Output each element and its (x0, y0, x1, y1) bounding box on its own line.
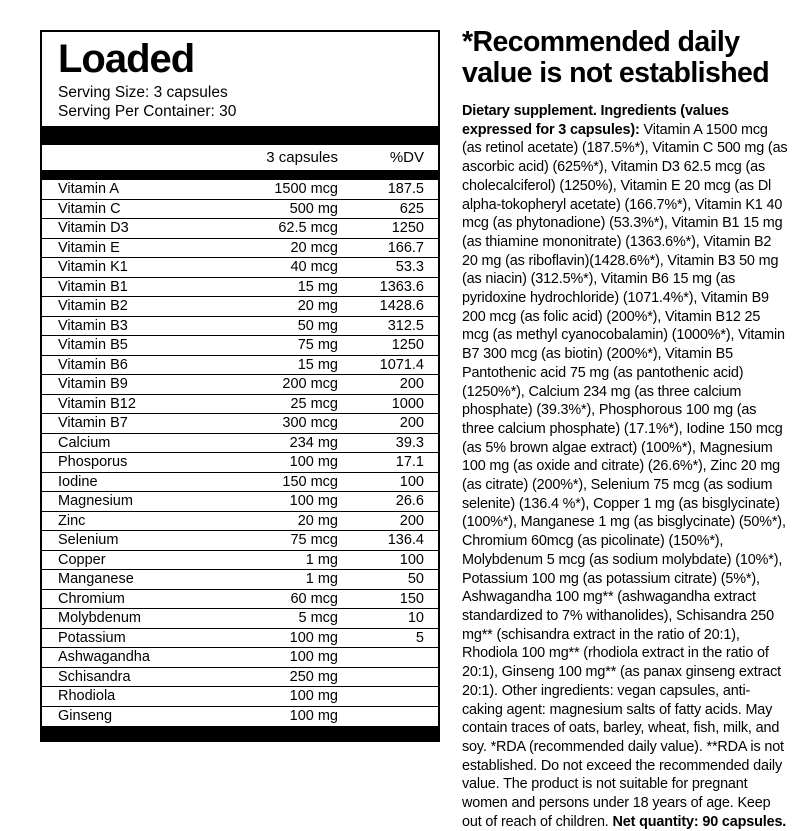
ingredient-name: Copper (58, 551, 106, 568)
ingredient-dv: 150 (399, 590, 424, 607)
ingredient-amount: 20 mg (297, 512, 338, 529)
net-quantity: Net quantity: 90 capsules. (612, 813, 787, 830)
ingredient-amount: 100 mg (289, 649, 338, 666)
table-row (42, 395, 438, 415)
ingredient-dv: 1363.6 (379, 278, 424, 295)
ingredient-dv: 1000 (391, 395, 424, 412)
divider-bar-thin (42, 170, 438, 180)
supplement-facts-panel (40, 30, 440, 742)
ingredient-name: Vitamin E (58, 239, 120, 256)
table-row (42, 239, 438, 259)
table-row (42, 219, 438, 239)
ingredients-body: Vitamin A 1500 mcg (as retinol acetate) (187.5%*), Vitamin C 500 mg (as ascorbic acid) (625%*), Vitamin D3 62.5 mcg (as cholecalciferol) (1250%), Vitamin E 20 mcg (as Dl alpha-tokopheryl acetate) (166.7%*), Vitamin K1 40 mcg (as phytonadione) (53.3%*), Vitamin B1 15 mg (as thiamine mononitrate) (1363.6%*), Vitamin B2 20 mg (as riboflavin)(1428.6%*), Vitamin B3 50 mg (as niacin) (312.5%*), Vitamin B6 15 mg (as pyridoxine hydrochloride) (1071.4%*), Vitamin B9 200 mcg (as folic acid) (200%*), Vitamin B12 25 mcg (as methyl cyanocobalamin) (1000%*), Vitamin B7 300 mcg (as biotin) (200%*), Vitamin B5 Pantothenic acid 75 mg (as pantothenic acid) (1250%*), Calcium 234 mg (as three calcium phosphate) (39.3%*), Phosphorous 100 mg (as three calcium phosphate) (17.1%*), Iodine 150 mcg (as 5% brown algae extract) (100%*), Magnesium 100 mg (as oxide and citrate) (26.6%*), Zinc 20 mg (as citrate) (200%*), Selenium 75 mcg (as sodium selenite) (136.4 %*), Copper 1 mg (as bisglycinate) (100%*), Manganese 1 mg (as bisglycinate) (50%*), Chromium 60mcg (as picolinate) (150%*), Molybdenum 5 mcg (as sodium molybdate) (10%*), Potassium 100 mg (as potassium citrate) (5%*), Ashwagandha 100 mg** (ashwagandha extract standardized to 7% withanolides), Schisandra 250 mg** (schisandra extract in the ratio of 20:1), Rhodiola 100 mg** (rhodiola extract in the ratio of 20:1), Ginseng 100 mg** (as panax ginseng extract 20:1). Other ingredients: vegan capsules, anti-caking agent: magnesium salts of fatty acids. May contain traces of oats, barley, wheat, fish, milk, and soy. *RDA (recommended daily value). **RDA is not established. Do not exceed the recommended daily value. The product is not suitable for pregnant women and persons under 18 years of age. Keep out of reach of children. (462, 121, 788, 830)
table-row (42, 531, 438, 551)
table-header-row (42, 145, 438, 170)
ingredient-amount: 75 mcg (290, 532, 338, 549)
ingredient-name: Vitamin B5 (58, 337, 128, 354)
ingredient-amount: 500 mg (289, 200, 338, 217)
ingredient-name: Vitamin C (58, 200, 121, 217)
ingredient-amount: 20 mg (297, 298, 338, 315)
ingredient-amount: 1500 mcg (274, 181, 338, 198)
table-row (42, 570, 438, 590)
ingredient-dv: 1250 (391, 220, 424, 237)
ingredient-dv: 1428.6 (379, 298, 424, 315)
ingredient-amount: 20 mcg (290, 239, 338, 256)
ingredient-amount: 150 mcg (282, 473, 338, 490)
ingredient-name: Vitamin B1 (58, 278, 128, 295)
ingredient-amount: 15 mg (297, 278, 338, 295)
ingredient-dv: 1250 (391, 337, 424, 354)
ingredient-name: Rhodiola (58, 688, 116, 705)
ingredient-name: Magnesium (58, 493, 133, 510)
panel-head (42, 32, 438, 126)
ingredient-dv: 17.1 (395, 454, 424, 471)
serving-block (58, 84, 422, 121)
table-row (42, 336, 438, 356)
header-amount: 3 capsules (266, 149, 338, 166)
ingredient-name: Vitamin D3 (58, 220, 129, 237)
ingredient-dv: 1071.4 (379, 356, 424, 373)
ingredient-name: Zinc (58, 512, 86, 529)
ingredient-amount: 5 mcg (298, 610, 338, 627)
ingredient-dv: 625 (399, 200, 424, 217)
ingredient-dv: 200 (399, 512, 424, 529)
ingredient-dv: 26.6 (395, 493, 424, 510)
ingredient-name: Vitamin B12 (58, 395, 136, 412)
ingredient-name: Molybdenum (58, 610, 142, 627)
table-row (42, 414, 438, 434)
ingredient-name: Vitamin B9 (58, 376, 128, 393)
ingredient-name: Manganese (58, 571, 134, 588)
table-row (42, 609, 438, 629)
table-row (42, 551, 438, 571)
table-row (42, 200, 438, 220)
table-row (42, 317, 438, 337)
ingredient-table (42, 180, 438, 726)
serving-per-container: Serving Per Container: 30 (58, 102, 237, 120)
ingredient-amount: 60 mcg (290, 590, 338, 607)
ingredient-amount: 75 mg (297, 337, 338, 354)
ingredient-dv: 200 (399, 376, 424, 393)
ingredient-dv: 39.3 (395, 434, 424, 451)
ingredient-amount: 25 mcg (290, 395, 338, 412)
ingredient-dv: 5 (415, 629, 424, 646)
table-row (42, 590, 438, 610)
ingredient-name: Ginseng (58, 708, 113, 725)
header-dv: %DV (389, 149, 424, 166)
ingredient-amount: 200 mcg (282, 376, 338, 393)
ingredient-amount: 100 mg (289, 708, 338, 725)
ingredient-dv: 53.3 (395, 259, 424, 276)
table-row (42, 297, 438, 317)
ingredient-amount: 50 mg (297, 317, 338, 334)
ingredient-name: Vitamin B3 (58, 317, 128, 334)
ingredient-name: Vitamin B6 (58, 356, 128, 373)
ingredient-name: Potassium (58, 629, 126, 646)
ingredient-amount: 250 mg (289, 668, 338, 685)
ingredient-amount: 1 mg (305, 551, 338, 568)
product-title: Loaded (58, 37, 195, 81)
ingredient-amount: 300 mcg (282, 415, 338, 432)
table-row (42, 180, 438, 200)
table-row (42, 434, 438, 454)
ingredient-amount: 62.5 mcg (278, 220, 338, 237)
table-row (42, 687, 438, 707)
table-row (42, 375, 438, 395)
serving-size: Serving Size: 3 capsules (58, 84, 228, 101)
info-panel (462, 27, 790, 831)
ingredient-name: Iodine (58, 473, 98, 490)
ingredient-amount: 15 mg (297, 356, 338, 373)
table-row (42, 648, 438, 668)
divider-bar-thick (42, 126, 438, 145)
ingredient-name: Vitamin B2 (58, 298, 128, 315)
ingredient-dv: 312.5 (387, 317, 424, 334)
table-row (42, 668, 438, 688)
ingredient-amount: 100 mg (289, 493, 338, 510)
table-row (42, 707, 438, 727)
ingredient-dv: 187.5 (387, 181, 424, 198)
table-row (42, 453, 438, 473)
ingredient-amount: 40 mcg (290, 259, 338, 276)
ingredient-name: Schisandra (58, 668, 131, 685)
divider-bar-bottom (42, 726, 438, 740)
ingredient-amount: 234 mg (289, 434, 338, 451)
ingredient-name: Calcium (58, 434, 111, 451)
table-row (42, 356, 438, 376)
ingredient-dv: 136.4 (387, 532, 424, 549)
ingredient-name: Vitamin K1 (58, 259, 128, 276)
ingredient-dv: 100 (399, 473, 424, 490)
ingredient-name: Selenium (58, 532, 119, 549)
rdv-heading: *Recommended daily value is not established (462, 26, 770, 89)
ingredient-dv: 200 (399, 415, 424, 432)
ingredient-amount: 100 mg (289, 688, 338, 705)
ingredient-dv: 50 (407, 571, 424, 588)
ingredient-amount: 1 mg (305, 571, 338, 588)
table-row (42, 473, 438, 493)
ingredient-name: Vitamin B7 (58, 415, 128, 432)
table-row (42, 512, 438, 532)
table-row (42, 492, 438, 512)
ingredient-name: Vitamin A (58, 181, 119, 198)
table-row (42, 278, 438, 298)
ingredients-lead: Dietary supplement. Ingredients (values expressed for 3 capsules): (462, 103, 729, 138)
ingredient-amount: 100 mg (289, 454, 338, 471)
ingredient-dv: 100 (399, 551, 424, 568)
ingredient-dv: 10 (407, 610, 424, 627)
table-row (42, 629, 438, 649)
ingredients-paragraph (462, 102, 790, 831)
ingredient-name: Phosporus (58, 454, 128, 471)
ingredient-amount: 100 mg (289, 629, 338, 646)
ingredient-name: Chromium (58, 590, 125, 607)
ingredient-name: Ashwagandha (58, 649, 150, 666)
table-row (42, 258, 438, 278)
ingredient-dv: 166.7 (387, 239, 424, 256)
